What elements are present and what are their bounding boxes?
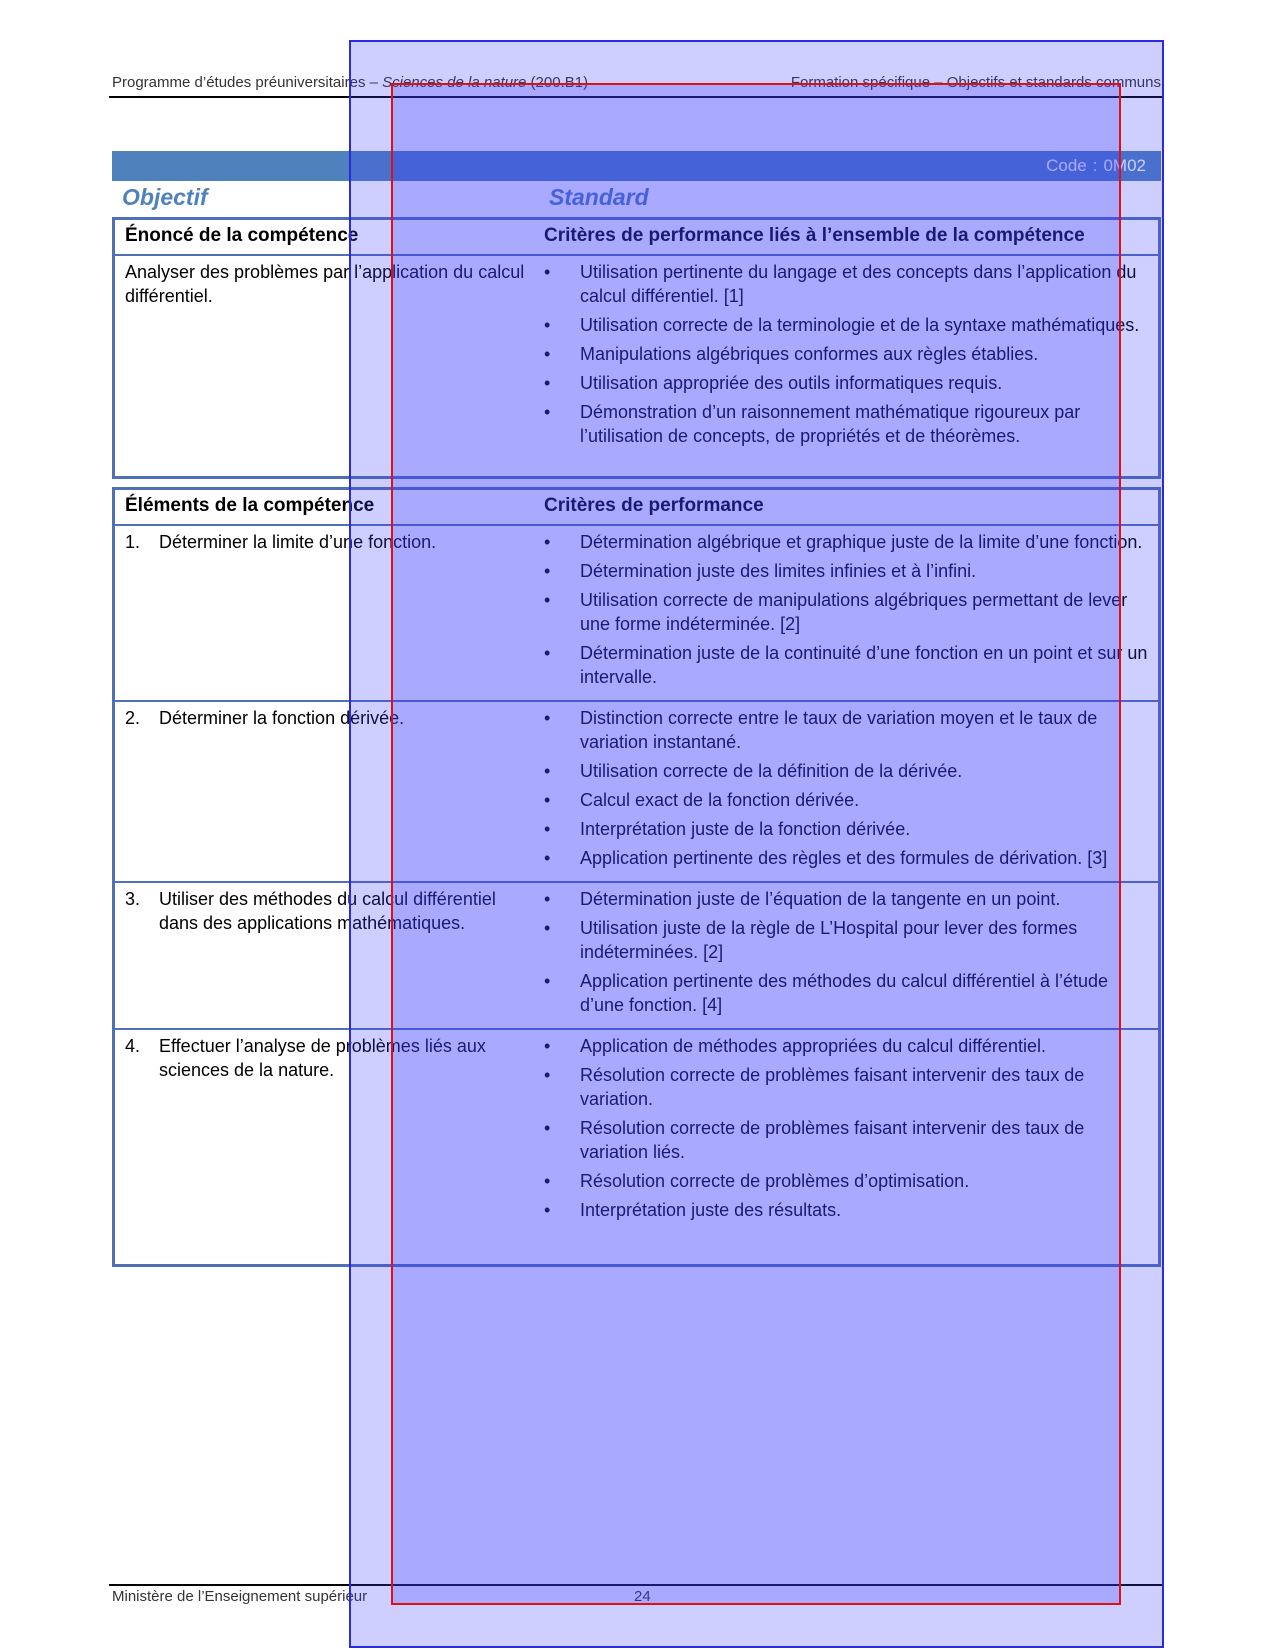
list-item: • Application pertinente des méthodes du calcul différentiel à l’étude d’une fonction. [4] (544, 969, 1148, 1017)
list-item: • Détermination juste de l’équation de la tangente en un point. (544, 887, 1148, 911)
list-item: • Résolution correcte de problèmes d’optimisation. (544, 1169, 1148, 1193)
elements-table (112, 487, 1161, 1267)
code-band (112, 151, 1161, 181)
elements-right-header: Critères de performance (544, 495, 764, 516)
code-value: 0M02 (1103, 156, 1146, 175)
element-text: Utiliser des méthodes du calcul différentiel dans des applications mathématiques. (159, 889, 496, 933)
list-item: • Interprétation juste de la fonction dérivée. (544, 817, 1148, 841)
element-criteria-list (544, 530, 1148, 689)
header-right: Formation spécifique – Objectifs et standards communs (790, 74, 1161, 91)
element-criteria-list (544, 887, 1148, 1017)
table-row (115, 881, 1158, 1028)
table-row (115, 700, 1158, 881)
element-criteria-list (544, 1034, 1148, 1222)
competence-table (112, 217, 1161, 479)
element-text: Effectuer l’analyse de problèmes liés aux sciences de la nature. (159, 1036, 486, 1080)
list-item: • Utilisation correcte de la terminologie et de la syntaxe mathématiques. (544, 313, 1148, 337)
element-number: 2. (125, 708, 141, 728)
list-item: • Détermination algébrique et graphique juste de la limite d’une fonction. (544, 530, 1148, 554)
header-rule (109, 96, 1164, 98)
header-left-italic: Sciences de la nature (382, 74, 527, 91)
list-item: • Application pertinente des règles et des formules de dérivation. [3] (544, 846, 1148, 870)
list-item: • Calcul exact de la fonction dérivée. (544, 788, 1148, 812)
list-item: • Utilisation correcte de la définition de la dérivée. (544, 759, 1148, 783)
competence-right-header: Critères de performance liés à l’ensemble de la compétence (544, 225, 1085, 246)
element-number: 4. (125, 1036, 141, 1056)
list-item: • Utilisation appropriée des outils informatiques requis. (544, 371, 1148, 395)
list-item: • Résolution correcte de problèmes faisant intervenir des taux de variation. (544, 1063, 1148, 1111)
objective-title: Objectif (122, 184, 208, 210)
element-number: 3. (125, 889, 141, 909)
list-item: • Manipulations algébriques conformes aux règles établies. (544, 342, 1148, 366)
competence-body-row (115, 254, 1158, 459)
list-item: • Démonstration d’un raisonnement mathématique rigoureux par l’utilisation de concepts, de propriétés et de théorèmes. (544, 400, 1148, 448)
page-number: 24 (634, 1588, 651, 1605)
competence-left-header: Énoncé de la compétence (125, 225, 359, 246)
header-left (112, 74, 588, 96)
list-item: • Détermination juste de la continuité d’une fonction en un point et sur un intervalle. (544, 641, 1148, 689)
element-item (125, 530, 532, 554)
elements-left-header: Éléments de la compétence (125, 495, 375, 516)
element-item (125, 887, 532, 935)
list-item: • Application de méthodes appropriées du calcul différentiel. (544, 1034, 1148, 1058)
element-text: Déterminer la limite d’une fonction. (159, 532, 437, 552)
code-separator: : (1092, 156, 1098, 175)
list-item: • Utilisation juste de la règle de L’Hospital pour lever des formes indéterminées. [2] (544, 916, 1148, 964)
competence-statement: Analyser des problèmes par l’application du calcul différentiel. (125, 262, 525, 306)
element-item (125, 1034, 532, 1082)
table-row (115, 524, 1158, 700)
list-item: • Utilisation pertinente du langage et des concepts dans l’application du calcul différentiel. [1] (544, 260, 1148, 308)
list-item: • Résolution correcte de problèmes faisant intervenir des taux de variation liés. (544, 1116, 1148, 1164)
list-item: • Détermination juste des limites infinies et à l’infini. (544, 559, 1148, 583)
running-header (112, 74, 1161, 96)
header-left-prefix: Programme d’études préuniversitaires – (112, 74, 383, 91)
footer-left: Ministère de l’Enseignement supérieur (112, 1588, 368, 1605)
element-text: Déterminer la fonction dérivée. (159, 708, 405, 728)
element-number: 1. (125, 532, 141, 552)
list-item: • Utilisation correcte de manipulations algébriques permettant de lever une forme indéterminée. [2] (544, 588, 1148, 636)
table-row (115, 1028, 1158, 1233)
header-left-suffix: (200.B1) (526, 74, 589, 91)
footer-rule (109, 1584, 1164, 1586)
competence-header-row (115, 220, 1158, 254)
elements-header-row (115, 490, 1158, 524)
element-criteria-list (544, 706, 1148, 870)
standard-title: Standard (549, 184, 649, 210)
code-label: Code (1046, 156, 1087, 175)
running-footer (112, 1588, 1161, 1605)
list-item: • Interprétation juste des résultats. (544, 1198, 1148, 1222)
competence-criteria-list (544, 260, 1148, 448)
element-item (125, 706, 532, 730)
list-item: • Distinction correcte entre le taux de variation moyen et le taux de variation instantané. (544, 706, 1148, 754)
